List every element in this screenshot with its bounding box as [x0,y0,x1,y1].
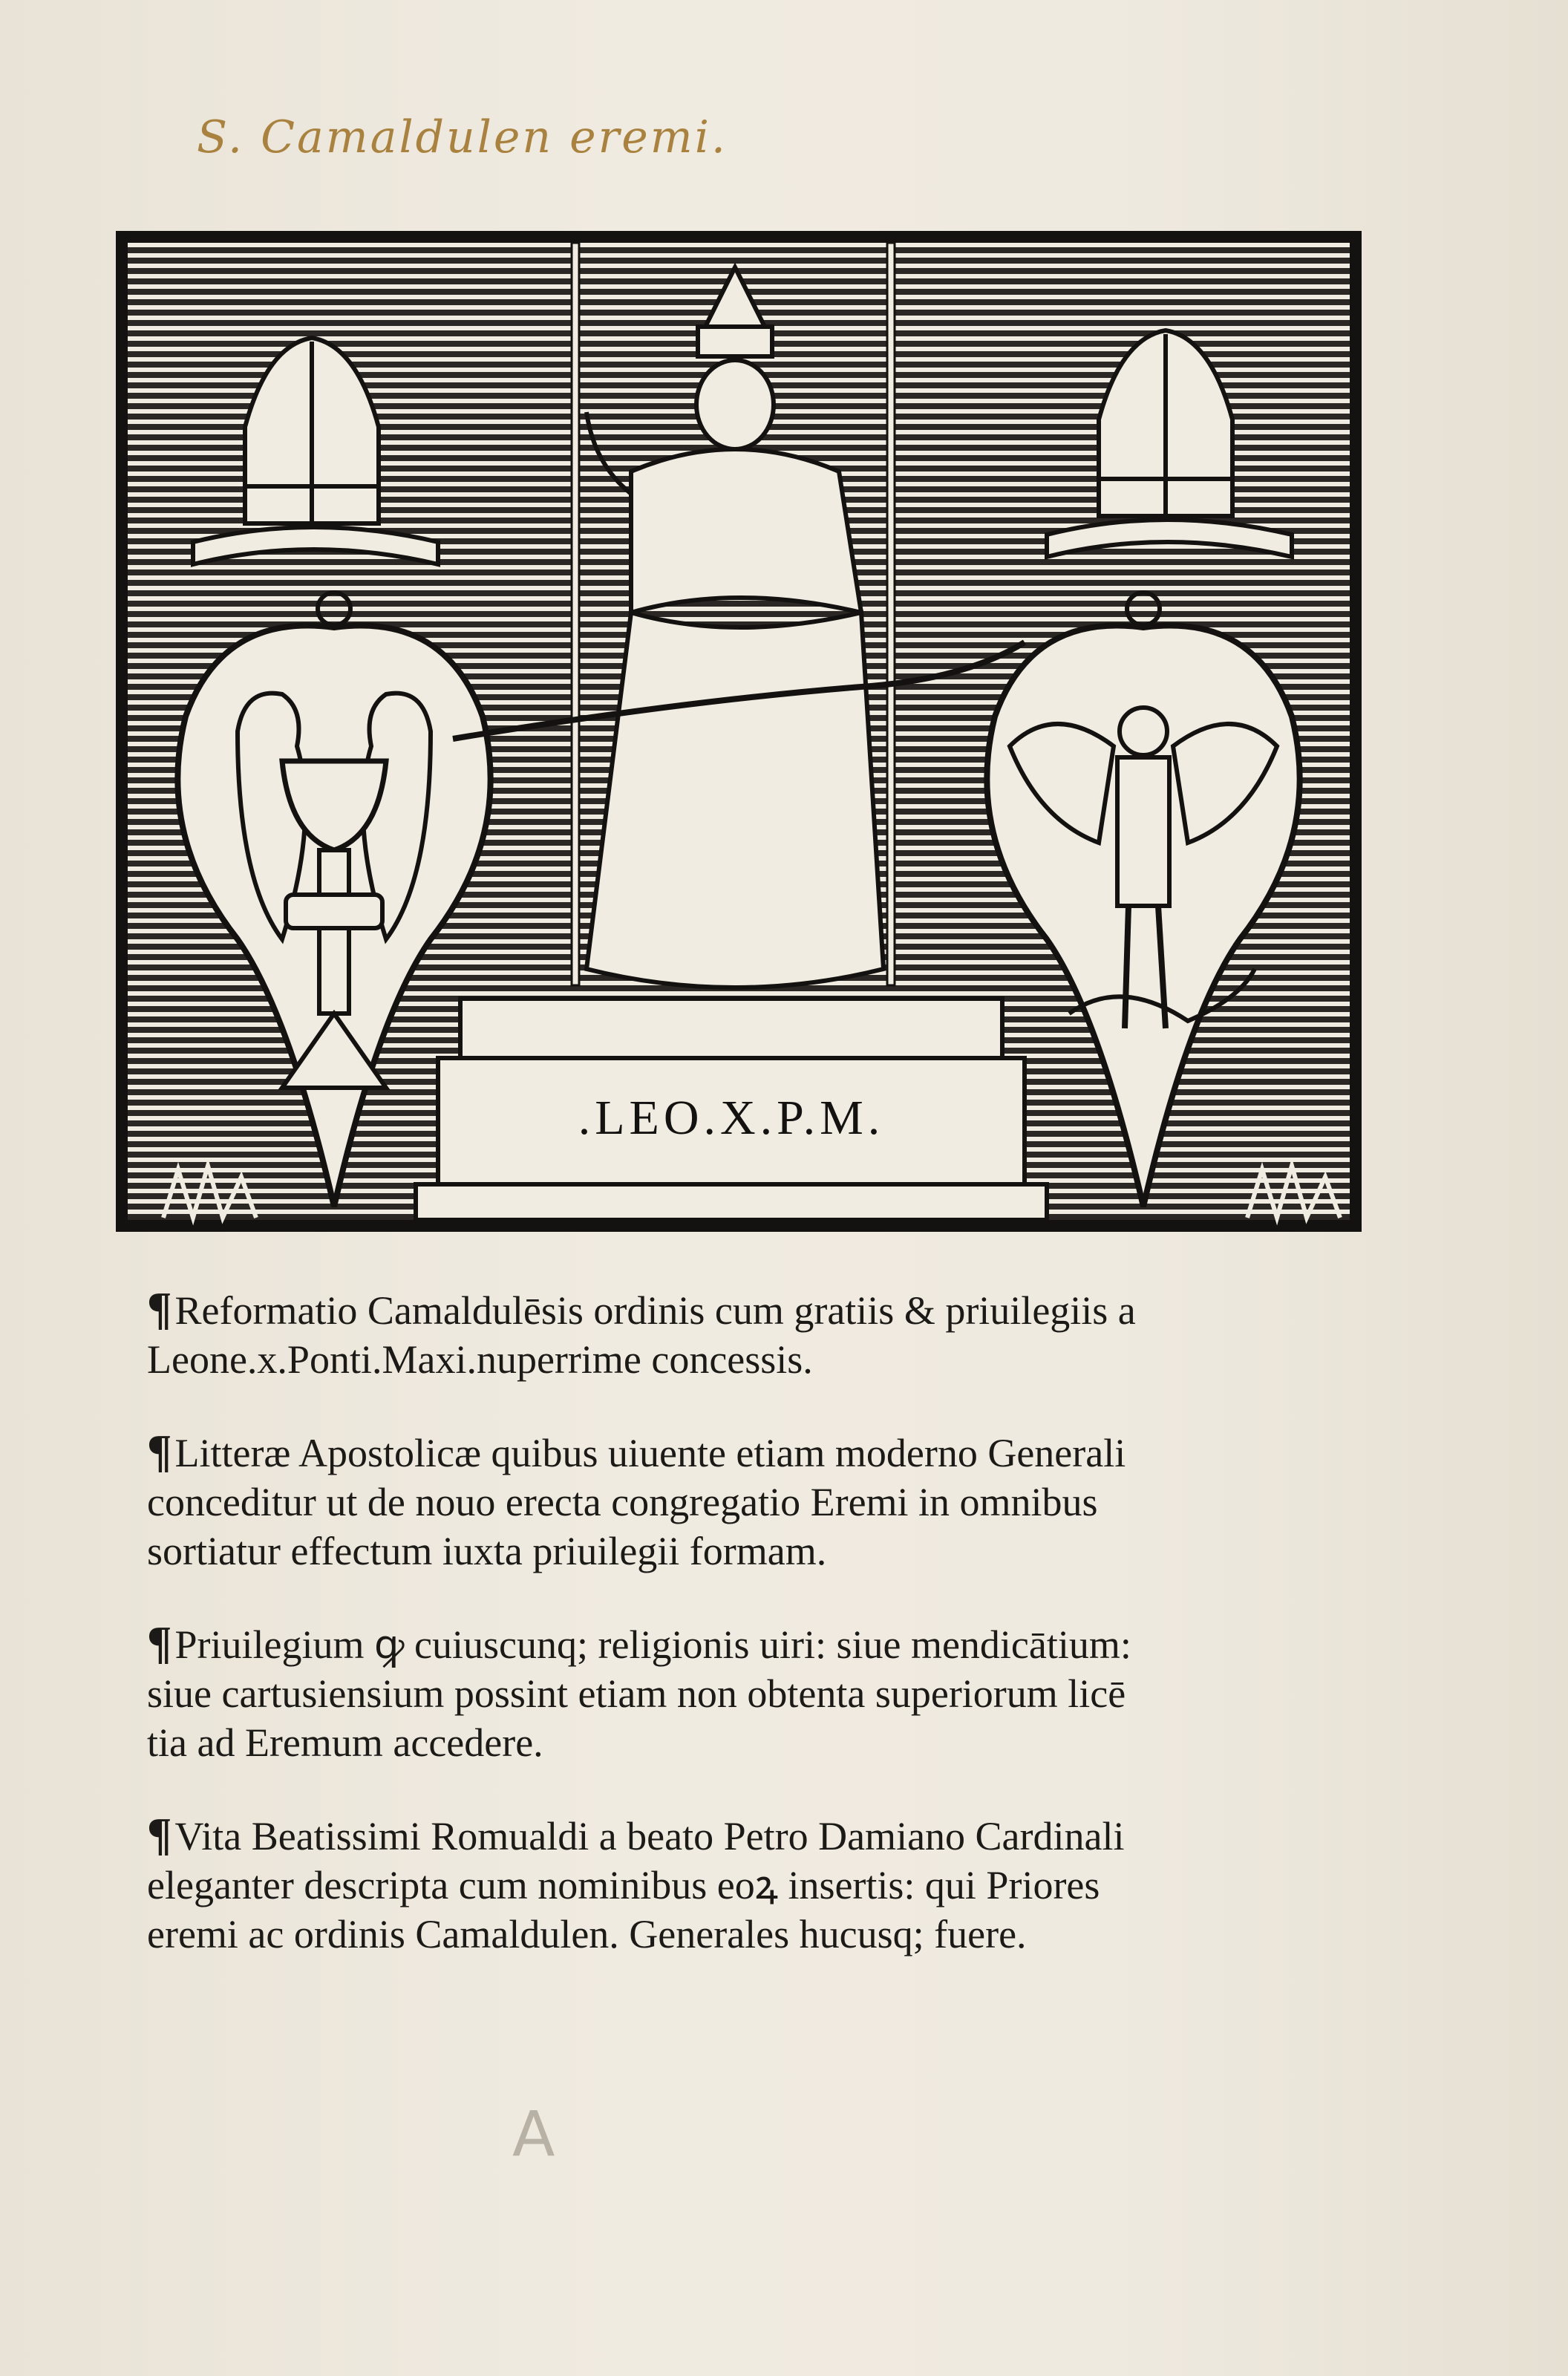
paragraph-priuilegium [147,1619,1350,1767]
paragraph-reformatio [147,1285,1350,1384]
left-pole [572,243,579,985]
paragraph-mark: ¶ [147,1809,172,1860]
text-line: eremi ac ordinis Camaldulen. Generales hucusq; fuere. [147,1912,1027,1956]
right-pole [887,243,895,985]
title-page-text [147,1285,1350,2002]
paragraph-litterae [147,1427,1350,1576]
pedestal-inscription: .LEO.X.P.M. [578,1091,885,1145]
paragraph-mark: ¶ [147,1618,172,1668]
text-line: Leone.x.Ponti.Maxi.nuperrime concessis. [147,1337,813,1382]
paragraph-vita [147,1810,1350,1959]
pencil-mark: A [512,2098,555,2170]
text-line: eleganter descripta cum nominibus eoꝝ insertis: qui Priores [147,1863,1100,1907]
text-line: ¶Priuilegium ꝙ cuiuscunq; religionis uiri: siue mendicātium: [147,1618,1131,1668]
text-line: ¶Vita Beatissimi Romualdi a beato Petro Damiano Cardinali [147,1809,1125,1860]
woodcut-illustration [111,226,1366,1236]
paragraph-mark: ¶ [147,1284,172,1334]
text-line: ¶Reformatio Camaldulēsis ordinis cum gratiis & priuilegiis a [147,1284,1136,1334]
handwritten-note: S. Camaldulen eremi. [197,111,728,163]
paragraph-mark: ¶ [147,1426,172,1477]
text-line: tia ad Eremum accedere. [147,1720,543,1765]
text-line: conceditur ut de nouo erecta congregatio Eremi in omnibus [147,1480,1098,1524]
text-line: sortiatur effectum iuxta priuilegii formam. [147,1529,827,1573]
text-line: siue cartusiensium possint etiam non obtenta superiorum licē [147,1671,1126,1716]
text-line: ¶Litteræ Apostolicæ quibus uiuente etiam moderno Generali [147,1426,1126,1477]
